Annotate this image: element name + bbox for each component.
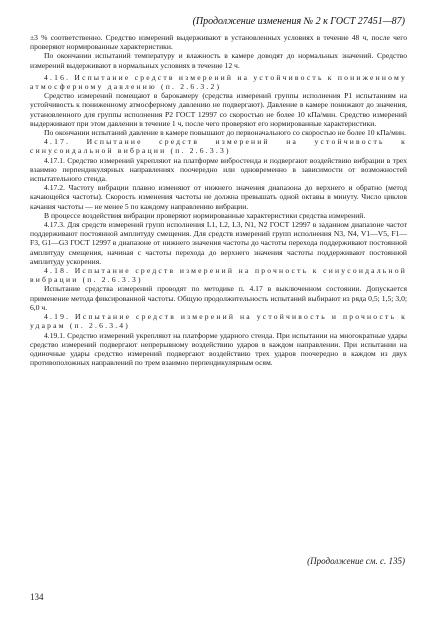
section-heading: 4.19. Испытание средств измерений на устойчивость и прочность к ударам (п. 2.6.3.4) (30, 312, 407, 331)
paragraph: 4.17.1. Средство измерений укрепляют на платформе вибростенда и подвергают воздействию вибрации в трех взаимно перпендикулярных направлениях поочередно или одновременно в зависимости от возможностей испытательного стенда. (30, 155, 407, 184)
paragraph: В процессе воздействия вибрации проверяют нормированные характеристики средства измерений. (44, 210, 366, 220)
paragraph: Средство измерений помещают в барокамеру (средства измерений группы исполнения Р1 испытаниям на устойчивость к пониженному атмосферному давлению не подвергают). Давление в камере понижают до значения, установленного для группы исполнения Р2 ГОСТ 12997 со скоростью не более 10 кПа/мин. Средство измерений выдерживают при этом давлении в течение 1 ч, после чего проверяют его нормированные характеристики. (30, 91, 407, 128)
body-text (30, 33, 407, 367)
running-header: (Продолжение изменения № 2 к ГОСТ 27451—87) (192, 16, 405, 27)
paragraph: 4.17.2. Частоту вибрации плавно изменяют от нижнего значения диапазона до верхнего и обратно (метод качающейся частоты). Скорость изменения частоты не должна превышать одной октавы в минуту. Число циклов качания частоты — не менее 5 по каждому направлению вибрации. (30, 183, 407, 211)
paragraph: 4.17.3. Для средств измерений групп исполнения L1, L2, L3, N1, N2 ГОСТ 12997 в заданном диапазоне частот поддерживают постоянной амплитуду смещения. Для средств измерений групп исполнения N3, N4, V1—V5, F1—F3, G1—G3 ГОСТ 12997 в диапазоне от нижнего значения частоты до частоты перехода поддерживают постоянной амплитуду смещения, начиная с частоты перехода до верхнего значения частоты поддерживают постоянной амплитуду ускорения. (30, 220, 407, 266)
section-heading: 4.16. Испытание средств измерений на устойчивость к пониженному атмосферному давлению (п. 2.6.3.2) (30, 72, 407, 92)
paragraph: Испытание средства измерений проводят по методике п. 4.17 в выключенном состоянии. Допускается применение метода фиксированной частоты. Общую продолжительность испытаний выбирают из ряда 0,5; 1,5; 3,0; 6,0 ч. (30, 284, 407, 312)
continuation-note: (Продолжение см. с. 135) (307, 556, 405, 566)
page-number: 134 (30, 592, 44, 602)
paragraph: По окончании испытаний температуру и влажность в камере доводят до нормальных значений. Средство измерений выдерживают в нормальных условиях в течение 12 ч. (30, 51, 407, 70)
section-heading: 4.17. Испытание средств измерений на устойчивость к синусоидальной вибрации (п. 2.6.3.3) (30, 137, 407, 156)
paragraph: 4.19.1. Средство измерений укрепляют на платформе ударного стенда. При испытании на многократные удары средство измерений подвергают непрерывному воздействию ударов в каждом направлении. При испытании на одиночные удары средство измерений подвергают воздействию трех ударов поочередно в каждом из двух противоположных направлений по трем взаимно перпендикулярным осям. (30, 330, 407, 368)
paragraph: По окончании испытаний давление в камере повышают до первоначального со скоростью не более 10 кПа/мин. (44, 128, 406, 138)
paragraph: ±3 % соответственно. Средство измерений выдерживают в установленных условиях в течение 48 ч, после чего проверяют нормированные характеристики. (30, 33, 407, 52)
section-heading: 4.18. Испытание средств измерений на прочность к синусоидальной вибрации (п. 2.6.3.3) (30, 266, 407, 285)
